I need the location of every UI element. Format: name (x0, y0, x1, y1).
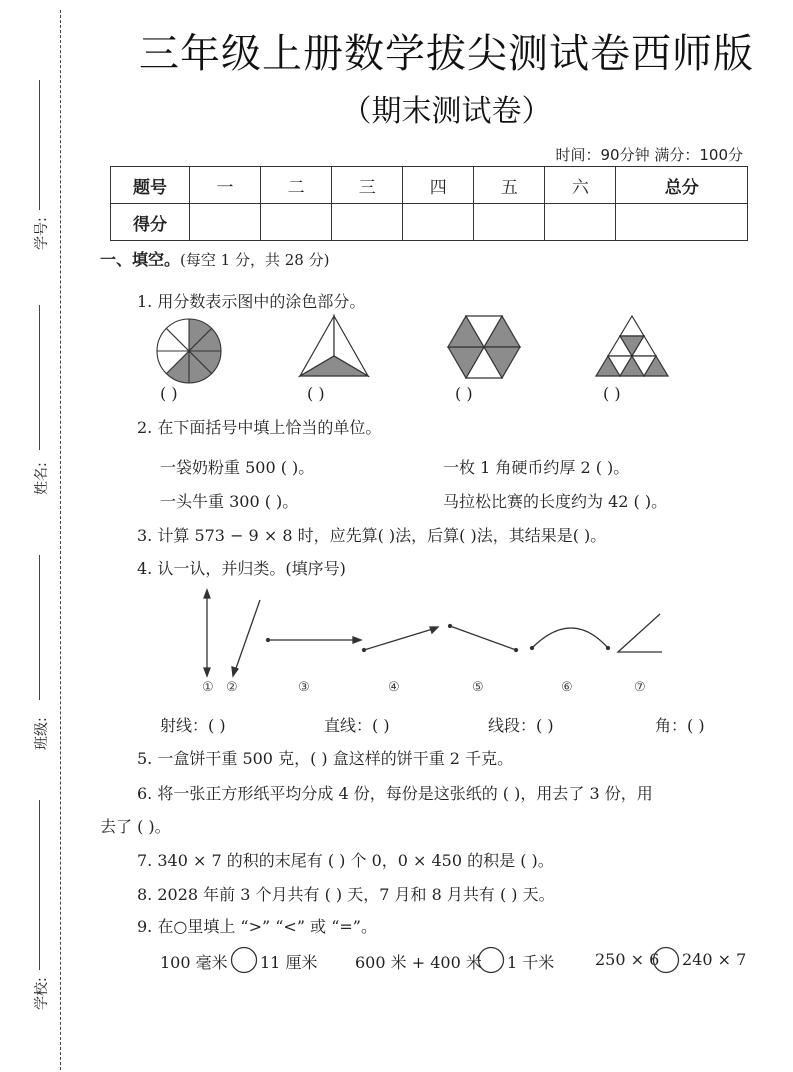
score-cell[interactable] (261, 204, 332, 241)
school-field[interactable] (20, 800, 60, 1020)
compare-2-left: 600 米 + 400 米 (355, 953, 482, 972)
compare-circle[interactable] (230, 946, 258, 974)
question-2-a[interactable]: 一袋奶粉重 500 ( )。 (160, 458, 315, 477)
class-field[interactable] (20, 555, 60, 755)
class-label: 班级: (34, 717, 50, 750)
figure-6-arc (532, 628, 608, 648)
name-field[interactable] (20, 305, 60, 505)
shaded-hexagon-figure (448, 316, 520, 380)
table-cell: 六 (545, 167, 616, 204)
figure-label: ⑤ (472, 680, 484, 695)
question-6[interactable]: 6. 将一张正方形纸平均分成 4 份，每份是这张纸的 ( )，用去了 3 份，用 (137, 784, 653, 803)
shaded-triangle-figure (298, 314, 370, 378)
compare-2-right: 1 千米 (507, 953, 555, 972)
figure-label: ③ (298, 680, 310, 695)
table-row (111, 167, 748, 204)
table-cell: 总分 (616, 167, 748, 204)
score-cell[interactable] (190, 204, 261, 241)
question-6-cont[interactable]: 去了 ( )。 (100, 817, 171, 836)
question-4: 4. 认一认，并归类。(填序号) (137, 559, 346, 578)
figure-label: ② (226, 680, 238, 695)
page-subtitle: （期末测试卷） (341, 94, 552, 129)
section-title: 一、填空。 (100, 250, 181, 269)
compare-1-right: 11 厘米 (260, 953, 318, 972)
table-cell: 得分 (111, 204, 190, 241)
table-cell: 三 (332, 167, 403, 204)
score-cell[interactable] (474, 204, 545, 241)
student-id-field[interactable] (20, 80, 60, 270)
time-info: 时间：90分钟 满分：100分 (555, 146, 743, 164)
table-cell: 五 (474, 167, 545, 204)
question-5[interactable]: 5. 一盒饼干重 500 克，( ) 盒这样的饼干重 2 千克。 (137, 749, 514, 768)
figure-4 (364, 628, 436, 650)
question-2-b[interactable]: 一枚 1 角硬币约厚 2 ( )。 (443, 458, 630, 477)
question-8[interactable]: 8. 2028 年前 3 个月共有 ( ) 天，7 月和 8 月共有 ( ) 天。 (137, 885, 555, 904)
segment-answer[interactable]: 线段：( ) (488, 716, 554, 735)
table-cell: 二 (261, 167, 332, 204)
school-label: 学校: (34, 977, 50, 1010)
question-2-d[interactable]: 马拉松比赛的长度约为 42 ( )。 (443, 492, 668, 511)
answer-blank[interactable]: ( ) (307, 384, 325, 403)
question-1: 1. 用分数表示图中的涂色部分。 (137, 292, 366, 311)
shaded-circle-figure (154, 316, 224, 386)
question-9: 9. 在○里填上 “>” “<” 或 “=”。 (137, 917, 377, 936)
compare-1-left: 100 毫米 (160, 953, 228, 972)
figure-label: ① (202, 680, 214, 695)
question-2-c[interactable]: 一头牛重 300 ( )。 (160, 492, 299, 511)
line-figures (196, 588, 666, 678)
section-note: (每空 1 分，共 28 分) (180, 251, 330, 269)
table-cell: 一 (190, 167, 261, 204)
figure-label: ⑥ (561, 680, 573, 695)
line-answer[interactable]: 直线：( ) (324, 716, 390, 735)
compare-circle[interactable] (652, 946, 680, 974)
score-cell[interactable] (403, 204, 474, 241)
shaded-grid-triangle-figure (596, 316, 668, 378)
figure-2 (234, 600, 260, 674)
table-cell: 四 (403, 167, 474, 204)
name-label: 姓名: (34, 462, 50, 495)
question-3[interactable]: 3. 计算 573 − 9 × 8 时，应先算( )法，后算( )法，其结果是( )。 (137, 526, 607, 545)
compare-circle[interactable] (477, 946, 505, 974)
answer-blank[interactable]: ( ) (160, 384, 178, 403)
score-cell[interactable] (332, 204, 403, 241)
binding-margin (0, 0, 64, 1072)
score-table (110, 166, 748, 241)
page-title: 三年级上册数学拔尖测试卷西师版 (139, 31, 754, 77)
figure-label: ④ (388, 680, 400, 695)
section-heading (100, 247, 329, 270)
answer-blank[interactable]: ( ) (455, 384, 473, 403)
angle-answer[interactable]: 角：( ) (655, 716, 705, 735)
question-2: 2. 在下面括号中填上恰当的单位。 (137, 418, 382, 437)
figure-5 (450, 626, 516, 650)
compare-3-right: 240 × 7 (682, 950, 747, 969)
ray-answer[interactable]: 射线：( ) (160, 716, 226, 735)
student-id-label: 学号: (34, 217, 50, 250)
score-cell[interactable] (616, 204, 748, 241)
table-cell: 题号 (111, 167, 190, 204)
cut-line (60, 10, 61, 1070)
figure-7-angle (618, 614, 662, 652)
table-row (111, 204, 748, 241)
score-cell[interactable] (545, 204, 616, 241)
question-7[interactable]: 7. 340 × 7 的积的末尾有 ( ) 个 0，0 × 450 的积是 ( )。 (137, 851, 554, 870)
answer-blank[interactable]: ( ) (603, 384, 621, 403)
compare-3-left: 250 × 6 (595, 950, 660, 969)
figure-label: ⑦ (634, 680, 646, 695)
